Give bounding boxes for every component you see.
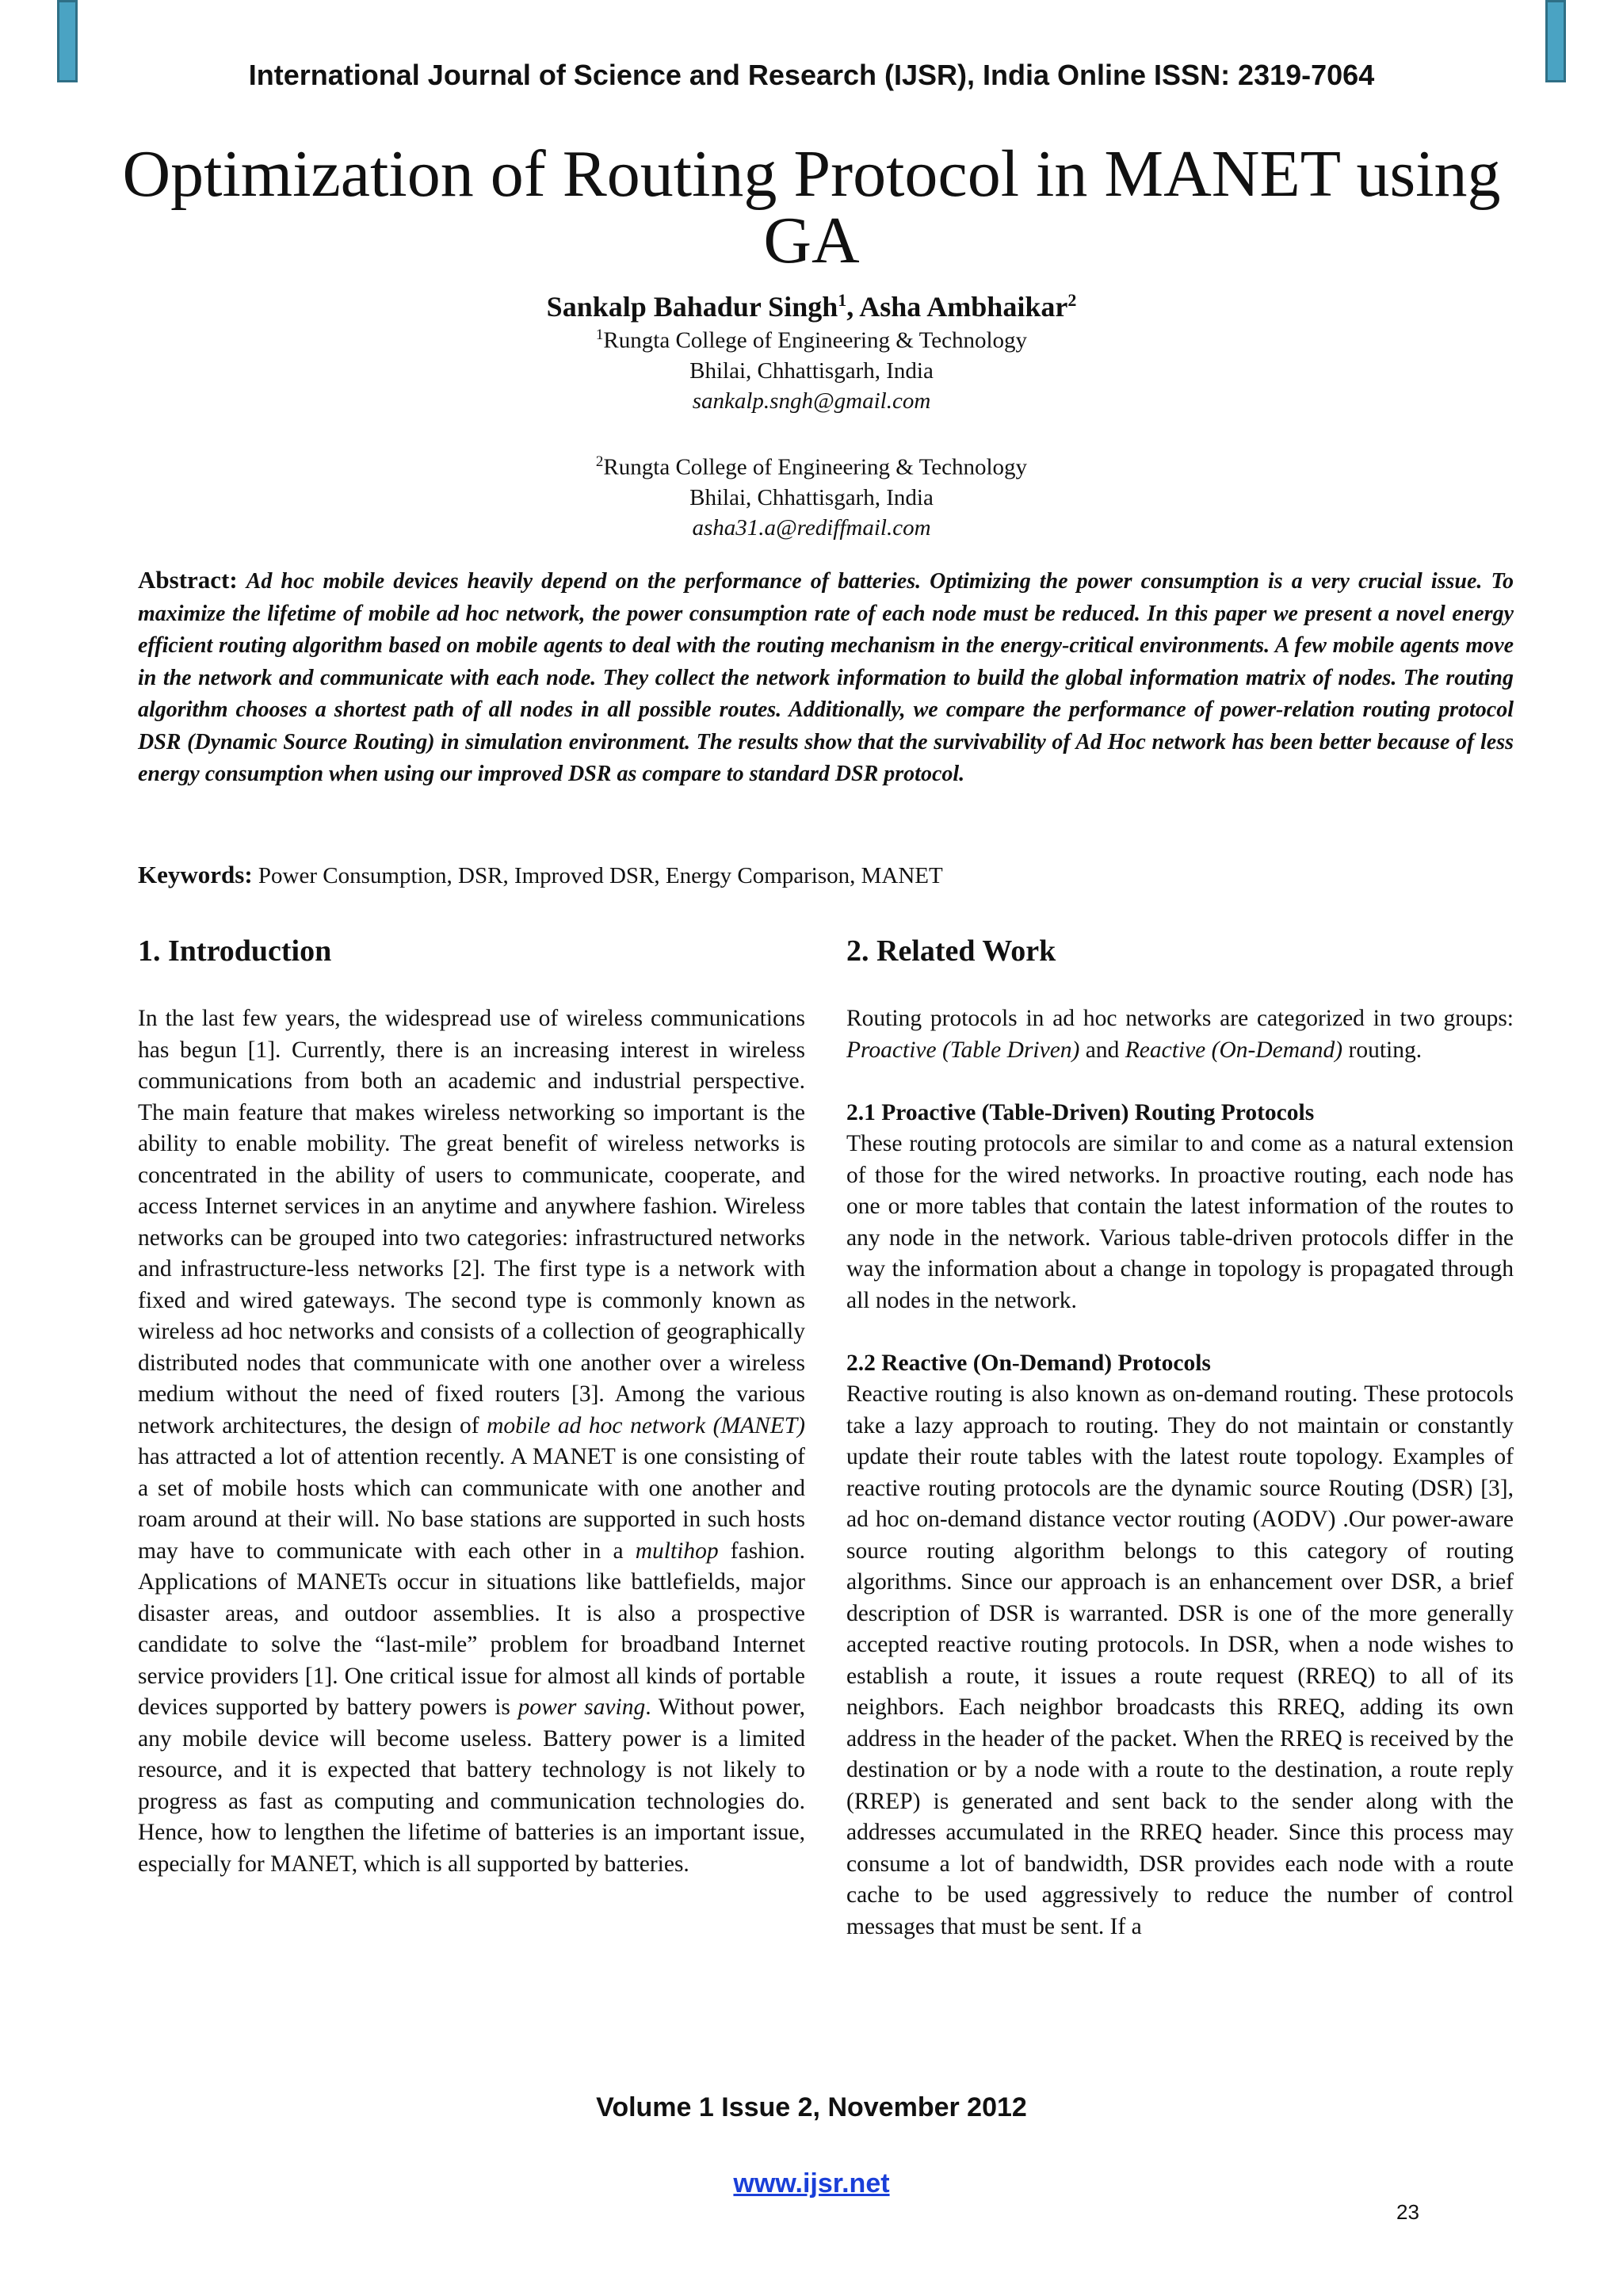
proactive-subheading: 2.1 Proactive (Table-Driven) Routing Protocols xyxy=(846,1099,1315,1125)
affiliation-1-institution: $^1$Rungta College of Engineering & Technology xyxy=(595,327,1028,353)
proactive-term: Proactive (Table Driven) xyxy=(846,1037,1080,1063)
keywords-text: Power Consumption, DSR, Improved DSR, Energy Comparison, MANET xyxy=(258,863,943,888)
footer-url xyxy=(0,2168,1623,2199)
paragraph-gap xyxy=(846,1316,1514,1348)
related-work-heading: 2. Related Work xyxy=(846,934,1056,968)
affiliation-2 xyxy=(0,447,1623,543)
reactive-paragraph: Reactive routing is also known as on-demand routing. These protocols take a lazy approach to routing. They do not maintain or constantly update their route tables with the latest route topology. Examples of reactive routing protocols are the dynamic source Routing (DSR) [3], ad hoc on-demand distance vector routing (AODV) .Our power-aware source routing algorithm belongs to this category of routing algorithms. Since our approach is an enhancement over DSR, a brief description of DSR is warranted. DSR is one of the more generally accepted reactive routing protocols. In DSR, when a node wishes to establish a route, it issues a route request (RREQ) to all of its neighbors. Each neighbor broadcasts this RREQ, adding its own address in the header of the packet. When the RREQ is received by the destination or by a node with a route to the destination, a route reply (RREP) is generated and sent back to the sender along with the addresses accumulated in the RREQ header. Since this process may consume a lot of bandwidth, DSR provides each node with a route cache to be used aggressively to reduce the number of control messages that must be sent. If a xyxy=(846,1381,1514,1939)
affiliation-1-email[interactable]: sankalp.sngh@gmail.com xyxy=(692,388,931,414)
keywords xyxy=(138,861,1514,889)
introduction-heading: 1. Introduction xyxy=(138,934,332,968)
power-saving-term: power saving xyxy=(517,1694,646,1720)
introduction-paragraph: In the last few years, the widespread use of wireless communications has begun [1]. Currently, there is an increasing interest in wireless communications from both an academic and industrial perspective. The main feature that makes wireless networking so important is the ability to enable mobility. The great benefit of wireless networks is concentrated in the ability of users to communicate, cooperate, and access Internet services in an anytime and anywhere fashion. Wireless networks can be grouped into two categories: infrastructured networks and infrastructure-less networks [2]. The first type is a network with fixed and wired gateways. The second type is commonly known as wireless ad hoc networks and consists of a collection of geographically distributed nodes that communicate with one another over a wireless medium without the need of fixed routers [3]. Among the various network architectures, the design of mobile ad hoc network (MANET) has attracted a lot of attention recently. A MANET is one consisting of a set of mobile hosts which can communicate with one another and roam around at their will. No base stations are supported in such hosts may have to communicate with each other in a multihop fashion. Applications of MANETs occur in situations like battlefields, major disaster areas, and outdoor assemblies. It is also a prospective candidate to solve the “last-mile” problem for broadband Internet service providers [1]. One critical issue for almost all kinds of portable devices supported by battery powers is power saving. Without power, any mobile device will become useless. Battery power is a limited resource, and it is expected that battery technology is not likely to progress as fast as computing and communication technologies do. Hence, how to lengthen the lifetime of batteries is an important issue, especially for MANET, which is all supported by batteries. xyxy=(138,1006,805,1877)
right-column xyxy=(846,932,1514,1943)
author-1-name: Sankalp Bahadur Singh xyxy=(546,291,838,323)
related-work-intro: Routing protocols in ad hoc networks are categorized in two groups: Proactive (Table Driven) and Reactive (On-Demand) routing. xyxy=(846,1006,1514,1063)
author-2-name: Asha Ambhaikar xyxy=(859,291,1068,323)
affiliation-2-email[interactable]: asha31.a@rediffmail.com xyxy=(692,514,931,541)
reactive-subheading: 2.2 Reactive (On-Demand) Protocols xyxy=(846,1350,1211,1376)
manet-term: mobile ad hoc network (MANET) xyxy=(487,1412,805,1438)
affiliation-2-institution: $^2$Rungta College of Engineering & Technology xyxy=(595,453,1028,480)
affiliation-1-location: Bhilai, Chhattisgarh, India xyxy=(689,357,934,384)
proactive-paragraph: These routing protocols are similar to and come as a natural extension of those for the wired networks. In proactive routing, each node has one or more tables that contain the latest information of the routes to any node in the network. Various table-driven protocols differ in the way the information about a change in topology is propagated through all nodes in the network. xyxy=(846,1131,1514,1313)
abstract-text: Ad hoc mobile devices heavily depend on the performance of batteries. Optimizing the power consumption is a very crucial issue. To maximize the lifetime of mobile ad hoc network, the power consumption rate of each node must be reduced. In this paper we present a novel energy efficient routing algorithm based on mobile agents to deal with the routing mechanism in the energy-critical environments. A few mobile agents move in the network and communicate with each node. They collect the network information to build the global information matrix of nodes. The routing algorithm chooses a shortest path of all nodes in all possible routes. Additionally, we compare the performance of power-relation routing protocol DSR (Dynamic Source Routing) in simulation environment. The results show that the survivability of Ad Hoc network has been better because of less energy consumption when using our improved DSR as compare to standard DSR protocol. xyxy=(138,569,1514,786)
affiliation-1 xyxy=(0,320,1623,416)
journal-header: International Journal of Science and Research (IJSR), India Online ISSN: 2319-7064 xyxy=(248,59,1375,91)
footer-volume: Volume 1 Issue 2, November 2012 xyxy=(596,2092,1027,2122)
author-2-affil-mark: 2 xyxy=(1067,290,1077,310)
paragraph-gap xyxy=(846,1066,1514,1098)
author-1-affil-mark: 1 xyxy=(838,290,847,310)
left-column xyxy=(138,932,805,1880)
affiliation-2-location: Bhilai, Chhattisgarh, India xyxy=(689,484,934,510)
keywords-label: Keywords: xyxy=(138,861,253,888)
affiliation-2-mark: 2 xyxy=(595,453,604,470)
author-line xyxy=(0,290,1623,323)
author-separator: , xyxy=(846,291,860,323)
reactive-term: Reactive (On-Demand) xyxy=(1125,1037,1343,1063)
page-number: 23 xyxy=(1396,2200,1419,2224)
affiliation-1-mark: 1 xyxy=(595,327,604,343)
abstract xyxy=(138,564,1514,791)
paper-title: Optimization of Routing Protocol in MANET using GA xyxy=(122,137,1501,277)
abstract-label: Abstract: xyxy=(138,566,238,594)
multihop-term: multihop xyxy=(635,1538,719,1564)
journal-website-link[interactable]: www.ijsr.net xyxy=(733,2168,890,2199)
